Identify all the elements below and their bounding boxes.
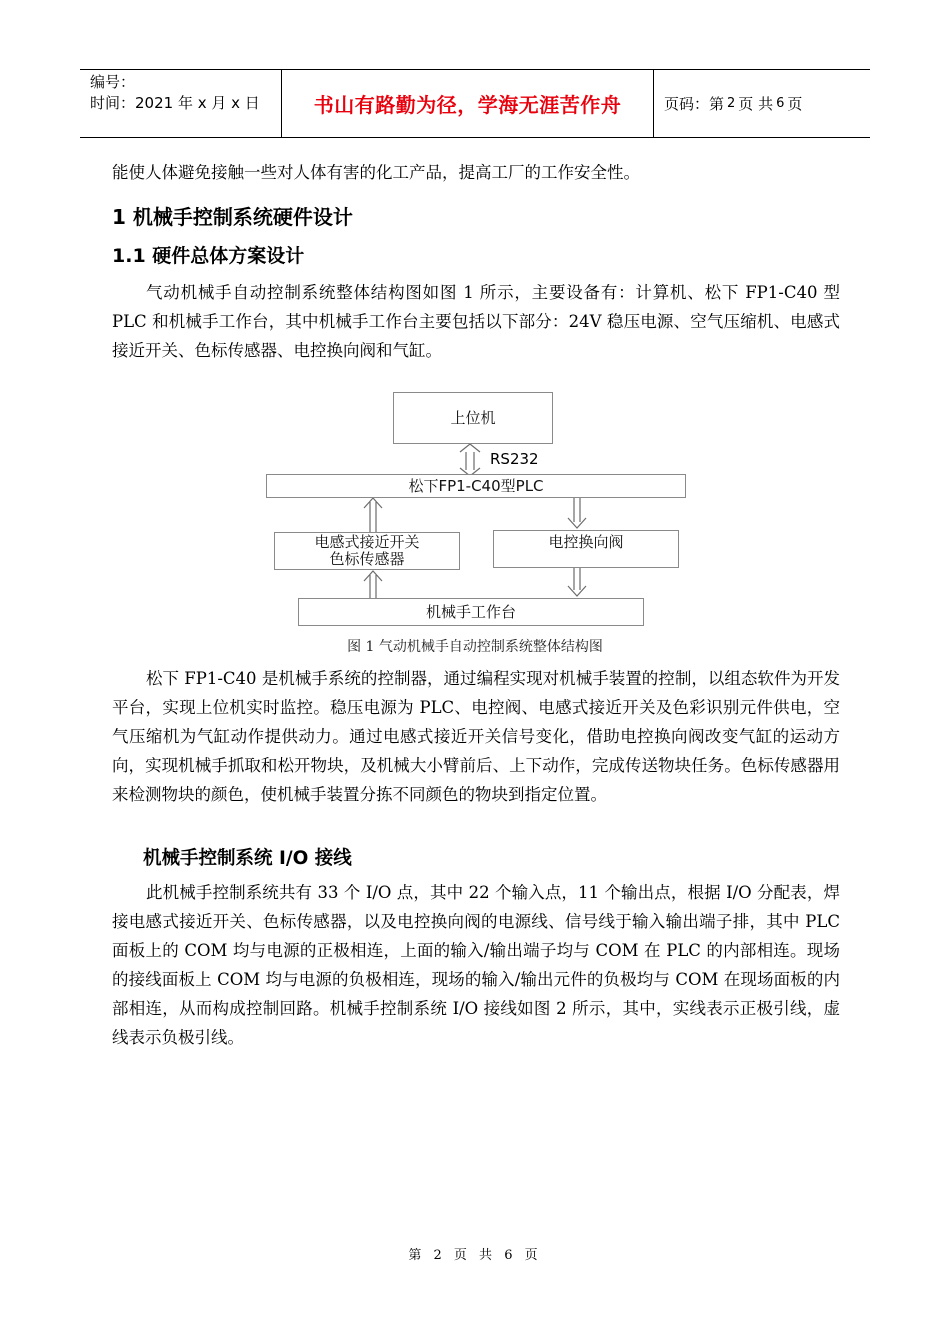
number-label: 编号： (90, 73, 136, 91)
page-prefix: 页码：第 (664, 95, 725, 113)
section11-title: 1.1 硬件总体方案设计 (112, 245, 305, 267)
header-motto: 书山有路勤为径，学海无涯苦作舟 (282, 70, 654, 137)
system-structure-diagram (260, 390, 690, 630)
paragraph-controller: 松下 FP1-C40 是机械手系统的控制器，通过编程实现对机械手装置的控制，以组态软件为开发平台，实现上位机实时监控。稳压电源为 PLC、电控阀、电感式接近开关及色彩识别元件供电，空气压缩机为气缸动作提供动力。通过电感式接近开关信号变化，借助电控换向阀改变气缸的运动方向，实现机械手抓取和松开物块，及机械大小臂前后、上下动作，完成传送物块任务。色标传感器用来检测物块的颜色，使机械手装置分拣不同颜色的物块到指定位置。 (112, 669, 840, 804)
plc-box: 松下FP1-C40型PLC (266, 474, 686, 498)
paragraph-io-wiring: 此机械手控制系统共有 33 个 I/O 点，其中 22 个输入点，11 个输出点，根据 I/O 分配表，焊接电感式接近开关、色标传感器，以及电控换向阀的电源线、信号线于输入输出端子排，其中 PLC 面板上的 COM 均与电源的正极相连，上面的输入/输出端子均与 COM 在 PLC 的内部相连。现场的接线面板上 COM 均与电源的负极相连，现场的输入/输出元件的负极均与 COM 在现场面板的内部相连，从而构成控制回路。机械手控制系统 I/O 接线如图 2 所示，其中，实线表示正极引线，虚线表示负极引线。 (112, 883, 840, 1047)
section1-title: 1 机械手控制系统硬件设计 (112, 205, 353, 229)
sensor-line1: 电感式接近开关 (314, 533, 420, 551)
figure1-caption: 图 1 气动机械手自动控制系统整体结构图 (347, 639, 603, 655)
page-footer: 第 2 页 共 6 页 (408, 1248, 542, 1263)
page-total: 6 (776, 96, 785, 111)
page-mid: 页 共 (738, 95, 774, 113)
valve-box: 电控换向阀 (493, 530, 679, 568)
rs232-label: RS232 (490, 450, 539, 468)
host-computer-box: 上位机 (393, 392, 553, 444)
sensor-line2: 色标传感器 (329, 550, 405, 568)
time-label: 时间：2021 年 x 月 x 日 (90, 94, 260, 112)
header-left-cell (80, 70, 282, 137)
intro-line: 能使人体避免接触一些对人体有害的化工产品，提高工厂的工作安全性。 (112, 163, 640, 182)
page-current: 2 (727, 96, 736, 111)
page-suffix: 页 (787, 95, 803, 113)
document-header (80, 69, 870, 138)
header-page-info (654, 70, 870, 137)
sensor-box (274, 532, 460, 570)
workbench-box: 机械手工作台 (298, 598, 644, 626)
paragraph-overview: 气动机械手自动控制系统整体结构图如图 1 所示，主要设备有：计算机、松下 FP1-C40 型 PLC 和机械手工作台，其中机械手工作台主要包括以下部分：24V 稳压电源、空气压缩机、电感式接近开关、色标传感器、电控换向阀和气缸。 (112, 283, 840, 360)
section12-title: 机械手控制系统 I/O 接线 (143, 848, 352, 869)
